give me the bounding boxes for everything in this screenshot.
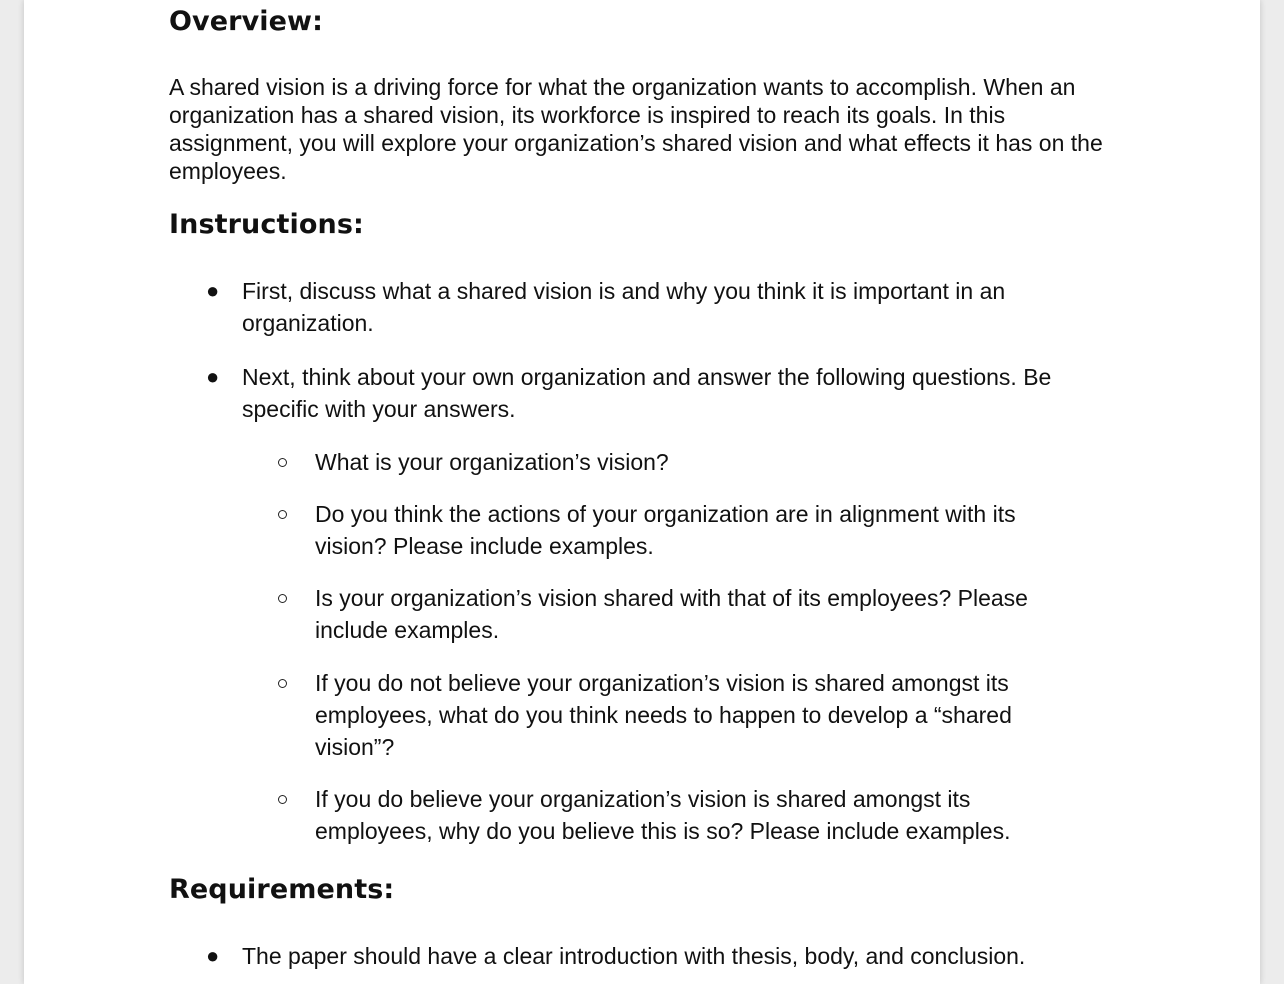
- overview-heading: Overview:: [169, 6, 323, 37]
- sub-bullet-text: Do you think the actions of your organization are in alignment with its vision? Please include examples.: [315, 501, 1016, 559]
- bullet-text: First, discuss what a shared vision is and why you think it is important in an organization.: [242, 278, 1006, 336]
- bullet-text: The paper should have a clear introduction with thesis, body, and conclusion.: [242, 943, 1026, 969]
- bullet-icon: ●: [206, 364, 220, 389]
- bullet-text: Next, think about your own organization and answer the following questions. Be specific with your answers.: [242, 364, 1052, 422]
- circle-bullet-icon: [278, 510, 287, 519]
- requirements-heading: Requirements:: [169, 874, 395, 905]
- circle-bullet-icon: [278, 679, 287, 688]
- sub-bullet-text: Is your organization’s vision shared with that of its employees? Please include examples.: [315, 585, 1028, 643]
- sub-bullet-text: What is your organization’s vision?: [315, 449, 669, 475]
- sub-bullet-text: If you do not believe your organization’s vision is shared amongst its employees, what do you think needs to happen to develop a “shared vision”?: [315, 670, 1012, 760]
- sub-bullet-text: If you do believe your organization’s vision is shared amongst its employees, why do you believe this is so? Please include examples.: [315, 786, 1011, 844]
- instructions-heading: Instructions:: [169, 209, 364, 240]
- bullet-icon: ●: [206, 278, 220, 303]
- circle-bullet-icon: [278, 458, 287, 467]
- circle-bullet-icon: [278, 594, 287, 603]
- circle-bullet-icon: [278, 795, 287, 804]
- bullet-icon: ●: [206, 943, 220, 968]
- overview-paragraph: A shared vision is a driving force for what the organization wants to accomplish. When an organization has a shared vision, its workforce is inspired to reach its goals. In this assignment, you will explore your organization’s shared vision and what effects it has on the employees.: [169, 74, 1103, 184]
- document-page: [24, 0, 1260, 984]
